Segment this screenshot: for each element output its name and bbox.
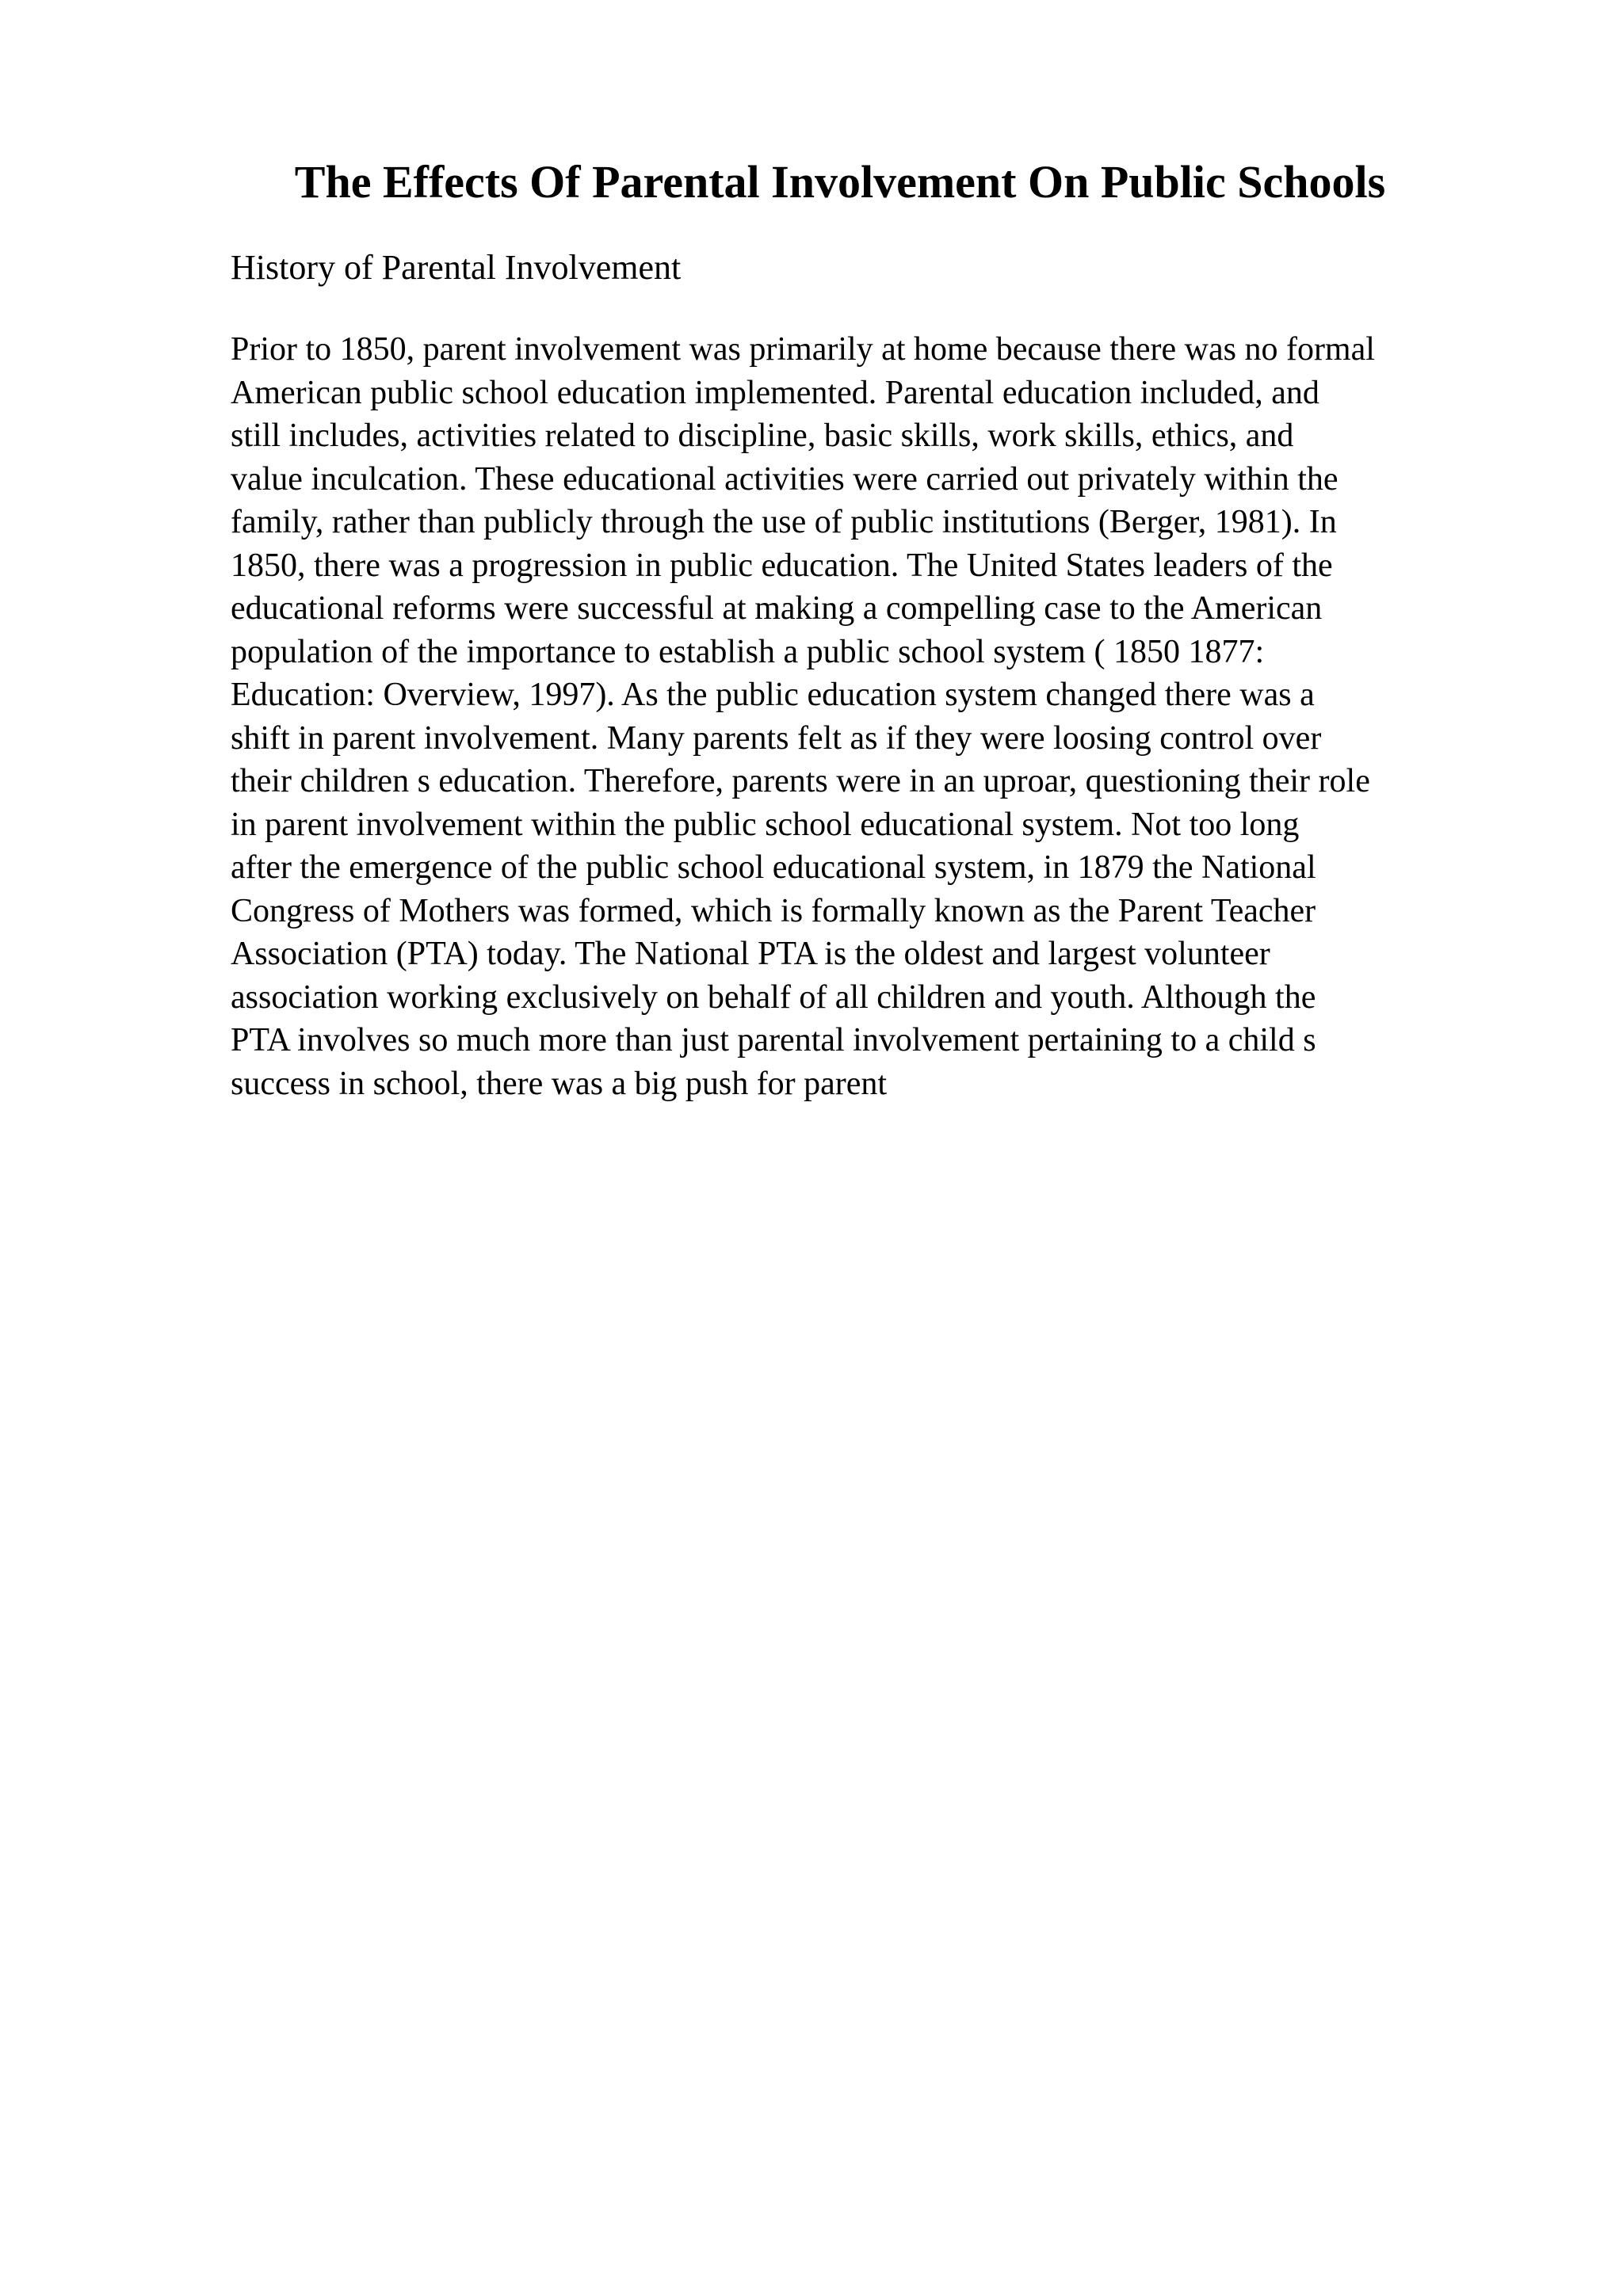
paragraph-line: in parent involvement within the public school educational system. Not too long bbox=[231, 806, 1300, 843]
paragraph-line: educational reforms were successful at making a compelling case to the American bbox=[231, 590, 1323, 627]
section-heading: History of Parental Involvement bbox=[231, 248, 682, 287]
paragraph-line: PTA involves so much more than just parental involvement pertaining to a child s bbox=[231, 1022, 1316, 1058]
paragraph-line: 1850, there was a progression in public education. The United States leaders of the bbox=[231, 547, 1333, 584]
paragraph-line: population of the importance to establish a public school system ( 1850 1877: bbox=[231, 633, 1265, 670]
paragraph-line: Prior to 1850, parent involvement was primarily at home because there was no formal bbox=[231, 331, 1375, 368]
paragraph-line: association working exclusively on behalf of all children and youth. Although the bbox=[231, 978, 1316, 1016]
paragraph-line: success in school, there was a big push for parent bbox=[231, 1065, 888, 1102]
paragraph-line: Congress of Mothers was formed, which is formally known as the Parent Teacher bbox=[231, 892, 1316, 929]
paragraph-line: shift in parent involvement. Many parents felt as if they were loosing control over bbox=[231, 719, 1322, 757]
paragraph-line: after the emergence of the public school educational system, in 1879 the National bbox=[231, 849, 1316, 886]
paragraph-line: their children s education. Therefore, parents were in an uproar, questioning their role bbox=[231, 763, 1370, 799]
paragraph-line: value inculcation. These educational activities were carried out privately within the bbox=[231, 460, 1338, 498]
paragraph-line: family, rather than publicly through the use of public institutions (Berger, 1981). In bbox=[231, 504, 1337, 540]
paragraph-line: still includes, activities related to discipline, basic skills, work skills, ethics, and bbox=[231, 418, 1294, 454]
body-paragraph bbox=[231, 328, 1514, 1105]
paragraph-line: Association (PTA) today. The National PTA is the oldest and largest volunteer bbox=[231, 936, 1270, 972]
paragraph-line: American public school education implemented. Parental education included, and bbox=[231, 374, 1319, 411]
paragraph-line: Education: Overview, 1997). As the public education system changed there was a bbox=[231, 677, 1315, 713]
document-title: The Effects Of Parental Involvement On Public Schools bbox=[294, 156, 1386, 208]
